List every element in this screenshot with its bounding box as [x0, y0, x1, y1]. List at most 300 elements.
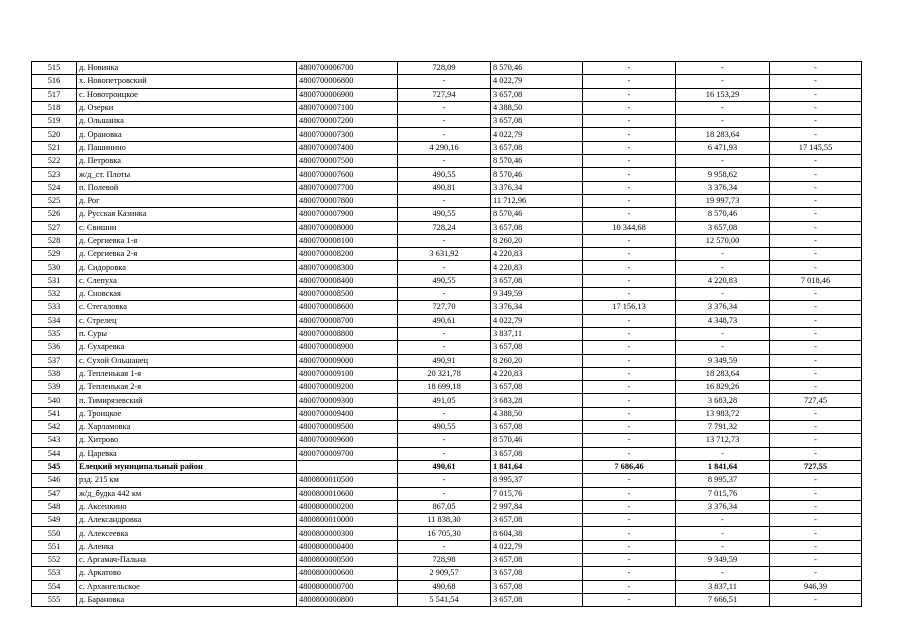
row-number-cell: 534	[32, 314, 77, 327]
value-col-4-cell: -	[676, 527, 770, 540]
table-row	[32, 474, 862, 487]
value-col-4-cell: 18 283,64	[676, 367, 770, 380]
value-col-1-cell: -	[398, 128, 491, 141]
value-col-3-cell: -	[583, 314, 676, 327]
table-row	[32, 248, 862, 261]
value-col-1-cell: -	[398, 115, 491, 128]
value-col-1-cell: 490,55	[398, 208, 491, 221]
row-number-cell: 552	[32, 553, 77, 566]
value-col-3-cell: -	[583, 261, 676, 274]
value-col-1-cell: 728,98	[398, 553, 491, 566]
value-col-5-cell: -	[770, 447, 862, 460]
value-col-1-cell: 490,91	[398, 354, 491, 367]
value-col-3-cell: -	[583, 288, 676, 301]
value-col-2-cell: 3 657,08	[491, 88, 583, 101]
oktmo-code-cell: 4800700007600	[297, 168, 398, 181]
value-col-1-cell: 867,05	[398, 500, 491, 513]
value-col-2-cell: 3 683,28	[491, 394, 583, 407]
oktmo-code-cell: 4800700009700	[297, 447, 398, 460]
value-col-4-cell: 3 683,28	[676, 394, 770, 407]
value-col-5-cell: -	[770, 381, 862, 394]
settlement-name-cell: д. Тепленькая 1-я	[77, 367, 297, 380]
settlement-name-cell: д. Тепленькая 2-я	[77, 381, 297, 394]
oktmo-code-cell: 4800700008600	[297, 301, 398, 314]
settlement-name-cell: х. Новопетровский	[77, 75, 297, 88]
value-col-3-cell: -	[583, 367, 676, 380]
table-row	[32, 421, 862, 434]
table-row	[32, 407, 862, 420]
value-col-4-cell: 7 791,32	[676, 421, 770, 434]
value-col-1-cell: 11 838,30	[398, 514, 491, 527]
value-col-5-cell: -	[770, 474, 862, 487]
value-col-3-cell: -	[583, 115, 676, 128]
value-col-5-cell: -	[770, 527, 862, 540]
table-row	[32, 553, 862, 566]
row-number-cell: 550	[32, 527, 77, 540]
row-number-cell: 520	[32, 128, 77, 141]
table-row	[32, 447, 862, 460]
value-col-2-cell: 3 657,08	[491, 553, 583, 566]
value-col-2-cell: 11 712,96	[491, 194, 583, 207]
settlement-name-cell: с. Стегаловка	[77, 301, 297, 314]
row-number-cell: 542	[32, 421, 77, 434]
value-col-3-cell: -	[583, 567, 676, 580]
settlement-name-cell: д. Сидоровка	[77, 261, 297, 274]
table-row	[32, 288, 862, 301]
value-col-5-cell: -	[770, 101, 862, 114]
row-number-cell: 531	[32, 274, 77, 287]
value-col-2-cell: 8 570,46	[491, 168, 583, 181]
value-col-1-cell: -	[398, 234, 491, 247]
value-col-4-cell: -	[676, 62, 770, 75]
value-col-1-cell: 491,05	[398, 394, 491, 407]
settlement-name-cell: д. Царевка	[77, 447, 297, 460]
settlement-name-cell: с. Архангельское	[77, 580, 297, 593]
value-col-1-cell: -	[398, 194, 491, 207]
oktmo-code-cell: 4800800000500	[297, 553, 398, 566]
value-col-5-cell: -	[770, 221, 862, 234]
value-col-3-cell: -	[583, 407, 676, 420]
value-col-2-cell: 8 995,37	[491, 474, 583, 487]
settlement-name-cell: д. Ольшанка	[77, 115, 297, 128]
value-col-2-cell: 8 570,46	[491, 155, 583, 168]
value-col-5-cell: -	[770, 327, 862, 340]
row-number-cell: 526	[32, 208, 77, 221]
value-col-3-cell: -	[583, 487, 676, 500]
row-number-cell: 521	[32, 141, 77, 154]
value-col-1-cell: -	[398, 327, 491, 340]
settlement-name-cell: с. Сухой Ольшанец	[77, 354, 297, 367]
value-col-2-cell: 4 388,50	[491, 407, 583, 420]
value-col-5-cell: -	[770, 367, 862, 380]
settlement-name-cell: д. Аксенкино	[77, 500, 297, 513]
value-col-3-cell: -	[583, 474, 676, 487]
value-col-5-cell: -	[770, 75, 862, 88]
row-number-cell: 532	[32, 288, 77, 301]
value-col-4-cell: -	[676, 447, 770, 460]
settlement-name-cell: д. Сергиевка 1-я	[77, 234, 297, 247]
value-col-4-cell: 18 283,64	[676, 128, 770, 141]
settlement-name-cell: п. Суры	[77, 327, 297, 340]
value-col-5-cell: -	[770, 354, 862, 367]
row-number-cell: 543	[32, 434, 77, 447]
oktmo-code-cell: 4800700009200	[297, 381, 398, 394]
settlement-name-cell: д. Сухаревка	[77, 341, 297, 354]
value-col-5-cell: -	[770, 128, 862, 141]
settlement-name-cell: ж/д_ст. Плоты	[77, 168, 297, 181]
row-number-cell: 517	[32, 88, 77, 101]
value-col-3-cell: -	[583, 593, 676, 606]
value-col-3-cell: -	[583, 128, 676, 141]
value-col-3-cell: -	[583, 381, 676, 394]
value-col-4-cell: -	[676, 341, 770, 354]
table-row	[32, 500, 862, 513]
value-col-4-cell: -	[676, 540, 770, 553]
settlement-name-cell: п. Тимирязевский	[77, 394, 297, 407]
oktmo-code-cell: 4800700009300	[297, 394, 398, 407]
value-col-1-cell: -	[398, 261, 491, 274]
value-col-4-cell: -	[676, 327, 770, 340]
value-col-2-cell: 8 260,20	[491, 354, 583, 367]
value-col-5-cell: -	[770, 567, 862, 580]
value-col-3-cell: -	[583, 141, 676, 154]
value-col-5-cell: 17 145,55	[770, 141, 862, 154]
table-row	[32, 567, 862, 580]
table-row	[32, 234, 862, 247]
value-col-3-cell: -	[583, 527, 676, 540]
value-col-2-cell: 2 997,84	[491, 500, 583, 513]
oktmo-code-cell: 4800700006800	[297, 75, 398, 88]
oktmo-code-cell: 4800700009500	[297, 421, 398, 434]
table-row	[32, 261, 862, 274]
value-col-2-cell: 4 022,79	[491, 314, 583, 327]
value-col-4-cell: 13 983,72	[676, 407, 770, 420]
value-col-1-cell: 16 705,30	[398, 527, 491, 540]
row-number-cell: 547	[32, 487, 77, 500]
value-col-5-cell: 727,55	[770, 460, 862, 473]
value-col-2-cell: 3 657,08	[491, 514, 583, 527]
oktmo-code-cell: 4800700006900	[297, 88, 398, 101]
table-row	[32, 327, 862, 340]
value-col-1-cell: 490,55	[398, 421, 491, 434]
value-col-5-cell: -	[770, 261, 862, 274]
oktmo-code-cell: 4800700008300	[297, 261, 398, 274]
value-col-2-cell: 8 570,46	[491, 208, 583, 221]
value-col-5-cell: -	[770, 194, 862, 207]
value-col-5-cell: -	[770, 234, 862, 247]
row-number-cell: 528	[32, 234, 77, 247]
value-col-1-cell: 490,55	[398, 168, 491, 181]
value-col-4-cell: 8 570,46	[676, 208, 770, 221]
table-row	[32, 101, 862, 114]
row-number-cell: 551	[32, 540, 77, 553]
value-col-5-cell: -	[770, 208, 862, 221]
value-col-4-cell: 16 829,26	[676, 381, 770, 394]
value-col-2-cell: 4 220,83	[491, 248, 583, 261]
table-row	[32, 141, 862, 154]
value-col-5-cell: -	[770, 514, 862, 527]
value-col-5-cell: -	[770, 487, 862, 500]
table-row	[32, 208, 862, 221]
row-number-cell: 536	[32, 341, 77, 354]
row-number-cell: 533	[32, 301, 77, 314]
value-col-1-cell: 728,24	[398, 221, 491, 234]
oktmo-code-cell: 4800700007100	[297, 101, 398, 114]
row-number-cell: 537	[32, 354, 77, 367]
settlement-name-cell: д. Петровка	[77, 155, 297, 168]
oktmo-code-cell: 4800700008400	[297, 274, 398, 287]
table-row	[32, 301, 862, 314]
settlement-name-cell: с. Аргамач-Пальна	[77, 553, 297, 566]
value-col-2-cell: 4 220,83	[491, 261, 583, 274]
settlement-name-cell: д. Харламовка	[77, 421, 297, 434]
value-col-1-cell: 728,09	[398, 62, 491, 75]
value-col-2-cell: 9 349,59	[491, 288, 583, 301]
row-number-cell: 515	[32, 62, 77, 75]
oktmo-code-cell: 4800700007400	[297, 141, 398, 154]
value-col-2-cell: 3 657,08	[491, 221, 583, 234]
value-col-4-cell: 7 666,51	[676, 593, 770, 606]
table-row	[32, 314, 862, 327]
oktmo-code-cell: 4800800000600	[297, 567, 398, 580]
value-col-4-cell: -	[676, 514, 770, 527]
row-number-cell: 519	[32, 115, 77, 128]
value-col-4-cell: -	[676, 101, 770, 114]
value-col-2-cell: 4 220,83	[491, 367, 583, 380]
value-col-4-cell: 3 376,34	[676, 181, 770, 194]
table-row	[32, 181, 862, 194]
table-row	[32, 155, 862, 168]
value-col-4-cell: 19 997,73	[676, 194, 770, 207]
value-col-4-cell: 3 376,34	[676, 301, 770, 314]
value-col-5-cell: 7 018,46	[770, 274, 862, 287]
row-number-cell: 522	[32, 155, 77, 168]
value-col-1-cell: -	[398, 75, 491, 88]
table-row	[32, 221, 862, 234]
value-col-4-cell: 9 349,59	[676, 354, 770, 367]
value-col-3-cell: 17 156,13	[583, 301, 676, 314]
value-col-2-cell: 8 260,20	[491, 234, 583, 247]
value-col-3-cell: -	[583, 194, 676, 207]
settlement-name-cell: д. Орановка	[77, 128, 297, 141]
settlement-name-cell: д. Барановка	[77, 593, 297, 606]
value-col-2-cell: 3 657,08	[491, 580, 583, 593]
value-col-3-cell: -	[583, 274, 676, 287]
value-col-3-cell: -	[583, 341, 676, 354]
value-col-1-cell: 4 290,16	[398, 141, 491, 154]
value-col-1-cell: 5 541,54	[398, 593, 491, 606]
table-row	[32, 514, 862, 527]
table-row	[32, 527, 862, 540]
table-row	[32, 75, 862, 88]
value-col-3-cell: -	[583, 88, 676, 101]
value-col-5-cell: -	[770, 434, 862, 447]
settlement-name-cell: д. Аркатово	[77, 567, 297, 580]
oktmo-code-cell: 4800700008900	[297, 341, 398, 354]
value-col-3-cell: -	[583, 75, 676, 88]
value-col-1-cell: 490,61	[398, 314, 491, 327]
value-col-4-cell: 3 376,34	[676, 500, 770, 513]
value-col-5-cell: 946,39	[770, 580, 862, 593]
table-row	[32, 381, 862, 394]
value-col-4-cell: 4 348,73	[676, 314, 770, 327]
value-col-5-cell: -	[770, 288, 862, 301]
oktmo-code-cell: 4800800010500	[297, 474, 398, 487]
value-col-4-cell: -	[676, 261, 770, 274]
value-col-5-cell: -	[770, 421, 862, 434]
oktmo-code-cell: 4800800010000	[297, 514, 398, 527]
settlement-name-cell: Елецкий муниципальный район	[77, 460, 297, 473]
oktmo-code-cell: 4800700007800	[297, 194, 398, 207]
value-col-5-cell: -	[770, 314, 862, 327]
row-number-cell: 549	[32, 514, 77, 527]
value-col-3-cell: -	[583, 354, 676, 367]
oktmo-code-cell: 4800800000200	[297, 500, 398, 513]
row-number-cell: 553	[32, 567, 77, 580]
value-col-1-cell: 490,68	[398, 580, 491, 593]
oktmo-code-cell: 4800700008800	[297, 327, 398, 340]
value-col-2-cell: 8 604,38	[491, 527, 583, 540]
oktmo-code-cell: 4800700008500	[297, 288, 398, 301]
value-col-3-cell: -	[583, 181, 676, 194]
value-col-2-cell: 3 657,08	[491, 381, 583, 394]
value-col-5-cell: -	[770, 248, 862, 261]
value-col-5-cell: 727,45	[770, 394, 862, 407]
table-row	[32, 88, 862, 101]
value-col-2-cell: 4 022,79	[491, 75, 583, 88]
oktmo-code-cell: 4800700008000	[297, 221, 398, 234]
value-col-4-cell: -	[676, 155, 770, 168]
value-col-2-cell: 3 376,34	[491, 301, 583, 314]
value-col-1-cell: -	[398, 288, 491, 301]
oktmo-code-cell: 4800800000800	[297, 593, 398, 606]
value-col-2-cell: 8 570,46	[491, 62, 583, 75]
table-row	[32, 341, 862, 354]
row-number-cell: 538	[32, 367, 77, 380]
value-col-2-cell: 4 388,50	[491, 101, 583, 114]
settlement-name-cell: д. Русская Казинка	[77, 208, 297, 221]
value-col-3-cell: -	[583, 580, 676, 593]
value-col-3-cell: -	[583, 421, 676, 434]
value-col-1-cell: -	[398, 155, 491, 168]
value-col-1-cell: 3 631,92	[398, 248, 491, 261]
row-number-cell: 530	[32, 261, 77, 274]
value-col-5-cell: -	[770, 540, 862, 553]
oktmo-code-cell: 4800700007200	[297, 115, 398, 128]
oktmo-code-cell: 4800700007300	[297, 128, 398, 141]
value-col-5-cell: -	[770, 88, 862, 101]
value-col-5-cell: -	[770, 553, 862, 566]
row-number-cell: 539	[32, 381, 77, 394]
oktmo-code-cell: 4800700009400	[297, 407, 398, 420]
value-col-1-cell: -	[398, 341, 491, 354]
settlement-name-cell: д. Хитрово	[77, 434, 297, 447]
table-row	[32, 540, 862, 553]
oktmo-code-cell: 4800800000400	[297, 540, 398, 553]
settlement-name-cell: ж/д_будка 442 км	[77, 487, 297, 500]
row-number-cell: 548	[32, 500, 77, 513]
value-col-4-cell: 3 657,08	[676, 221, 770, 234]
value-col-4-cell: -	[676, 248, 770, 261]
value-col-2-cell: 4 022,79	[491, 128, 583, 141]
value-col-4-cell: 3 837,11	[676, 580, 770, 593]
value-col-3-cell: -	[583, 540, 676, 553]
value-col-1-cell: 18 699,18	[398, 381, 491, 394]
table-row	[32, 580, 862, 593]
value-col-4-cell: -	[676, 115, 770, 128]
value-col-4-cell: -	[676, 75, 770, 88]
oktmo-code-cell: 4800800010600	[297, 487, 398, 500]
value-col-4-cell: 16 153,29	[676, 88, 770, 101]
value-col-2-cell: 3 657,08	[491, 421, 583, 434]
value-col-5-cell: -	[770, 115, 862, 128]
row-number-cell: 541	[32, 407, 77, 420]
value-col-3-cell: -	[583, 208, 676, 221]
value-col-2-cell: 3 837,11	[491, 327, 583, 340]
settlement-name-cell: д. Новинка	[77, 62, 297, 75]
value-col-3-cell: -	[583, 234, 676, 247]
value-col-1-cell: -	[398, 540, 491, 553]
value-col-1-cell: 490,81	[398, 181, 491, 194]
value-col-1-cell: 727,94	[398, 88, 491, 101]
settlement-name-cell: д. Александровка	[77, 514, 297, 527]
table-row	[32, 274, 862, 287]
value-col-2-cell: 8 570,46	[491, 434, 583, 447]
table-row	[32, 115, 862, 128]
value-col-5-cell: -	[770, 62, 862, 75]
value-col-4-cell: 13 712,73	[676, 434, 770, 447]
row-number-cell: 535	[32, 327, 77, 340]
oktmo-code-cell: 4800700009100	[297, 367, 398, 380]
value-col-3-cell: -	[583, 500, 676, 513]
oktmo-code-cell: 4800700006700	[297, 62, 398, 75]
settlement-name-cell: д. Троицкое	[77, 407, 297, 420]
row-number-cell: 524	[32, 181, 77, 194]
value-col-3-cell: -	[583, 248, 676, 261]
settlement-name-cell: рзд. 215 км	[77, 474, 297, 487]
value-col-1-cell: -	[398, 434, 491, 447]
value-col-3-cell: -	[583, 62, 676, 75]
settlement-name-cell: д. Рог	[77, 194, 297, 207]
value-col-5-cell: -	[770, 301, 862, 314]
table-row	[32, 394, 862, 407]
value-col-3-cell: 7 686,46	[583, 460, 676, 473]
settlement-name-cell: д. Пашинино	[77, 141, 297, 154]
data-table	[31, 61, 862, 607]
settlement-name-cell: д. Озерки	[77, 101, 297, 114]
value-col-5-cell: -	[770, 341, 862, 354]
value-col-1-cell: -	[398, 474, 491, 487]
settlement-name-cell: д. Сновская	[77, 288, 297, 301]
row-number-cell: 540	[32, 394, 77, 407]
value-col-4-cell: 9 349,59	[676, 553, 770, 566]
value-col-4-cell: -	[676, 288, 770, 301]
value-col-1-cell: -	[398, 101, 491, 114]
table-row	[32, 434, 862, 447]
settlement-name-cell: с. Свишни	[77, 221, 297, 234]
oktmo-code-cell: 4800700008700	[297, 314, 398, 327]
value-col-3-cell: -	[583, 553, 676, 566]
value-col-2-cell: 3 376,34	[491, 181, 583, 194]
settlement-name-cell: п. Полевой	[77, 181, 297, 194]
value-col-1-cell: -	[398, 407, 491, 420]
value-col-5-cell: -	[770, 593, 862, 606]
oktmo-code-cell: 4800700007900	[297, 208, 398, 221]
table-row	[32, 194, 862, 207]
value-col-3-cell: -	[583, 514, 676, 527]
value-col-4-cell: 8 995,37	[676, 474, 770, 487]
value-col-4-cell: 12 570,00	[676, 234, 770, 247]
